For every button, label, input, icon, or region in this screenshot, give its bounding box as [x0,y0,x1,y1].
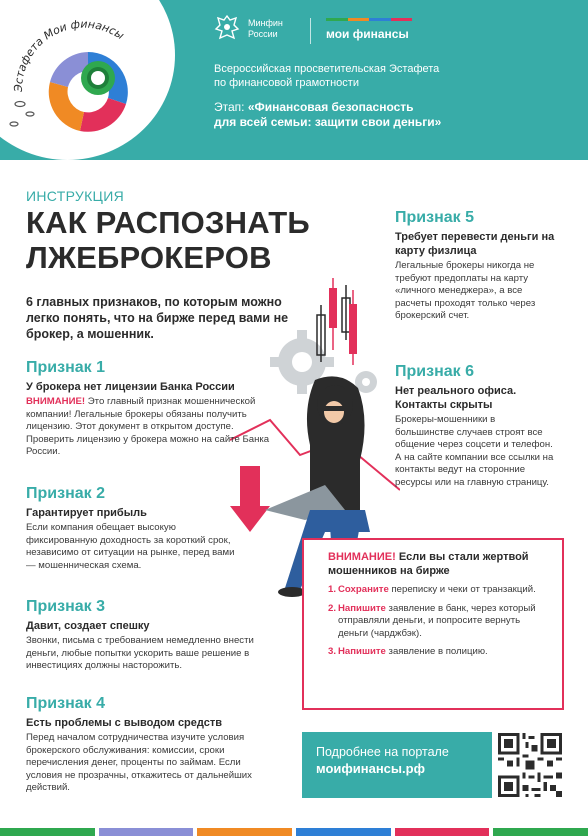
header-description: Всероссийская просветительская Эстафета по финансовой грамотности [214,63,440,89]
victim-steps [328,584,550,659]
ministry-logo [214,14,298,44]
header-divider [310,18,311,44]
logo-arc-text: Эстафета Мои финансы [11,17,127,93]
page-title: КАК РАСПОЗНАТЬ ЛЖЕБРОКЕРОВ [26,205,310,275]
victim-step: 1. Сохраните переписку и чеки от транзакций. [328,584,536,595]
sign-5: Признак 5 Требует перевести деньги на карту физлица Легальные брокеры никогда не требуют предоплаты на карту «личного менеджера», а все расчеты проходят только через брокерский счет. [395,209,555,321]
brand-name: мои финансы [326,27,409,41]
portal-link[interactable]: моифинансы.рф [316,761,425,776]
qr-code[interactable] [498,732,562,798]
sign-6: Признак 6 Нет реального офиса. Контакты скрыты Брокеры-мошенники в большинстве случаев строят все общение через соцсети и телефон. А на сайте компании все ссылки на контакты ведут на сторонние ресурсы или на главную страницу. [395,363,554,488]
sign-2: Признак 2 Гарантирует прибыль Если компания обещает высокую фиксированную доходность за короткий срок, независимо от ситуации на рынке, перед вами — мошенническая схема. [26,485,235,571]
sign-4: Признак 4 Есть проблемы с выводом средств Перед началом сотрудничества изучите условия брокерского обслуживания: комиссии, сроки перечисления денег, проценты по займам. Если условия не прозрачны, откажитесь от дальнейших действий. [26,695,252,793]
intro-text: 6 главных признаков, по которым можно легко понять, что на бирже перед вами не брокер, а мошенник. [26,295,289,341]
relay-logo [0,0,200,160]
state-emblem-icon [214,14,240,44]
logo-donut [49,52,128,132]
ministry-line2: России [248,29,278,39]
header-stage: Этап: «Финансовая безопасность для всей семьи: защити свои деньги» [214,100,442,129]
sign-1: Признак 1 У брокера нет лицензии Банка России ВНИМАНИЕ! Это главный признак мошеннической компании! Легальные брокеры обязаны получить лицензию. Этот документ в открытом доступе. Проверить лицензию у брокера можно на сайте Банка России. [26,359,270,457]
victim-step: 3. Напишите заявление в полицию. [328,646,488,657]
bottom-color-bar [0,828,588,836]
victim-step: 2. Напишите заявление в банк, через который отправляли деньги, и попросите вернуть деньги (чарджбэк). [328,602,536,639]
sign-3: Признак 3 Давит, создает спешку Звонки, письма с требованием немедленно внести деньги, любые попытки ускорить ваше решение в инвестициях должны насторожить. [26,598,254,671]
ministry-line1: Минфин [248,18,283,28]
down-arrow-icon [230,466,270,532]
kicker: ИНСТРУКЦИЯ [26,188,124,204]
brand-color-bar [326,18,412,21]
victim-box [302,538,564,710]
victim-heading: ВНИМАНИЕ! Если вы стали жертвой мошенников на бирже [328,551,529,577]
portal-banner[interactable] [302,732,492,798]
portal-line1: Подробнее на портале [316,745,449,759]
